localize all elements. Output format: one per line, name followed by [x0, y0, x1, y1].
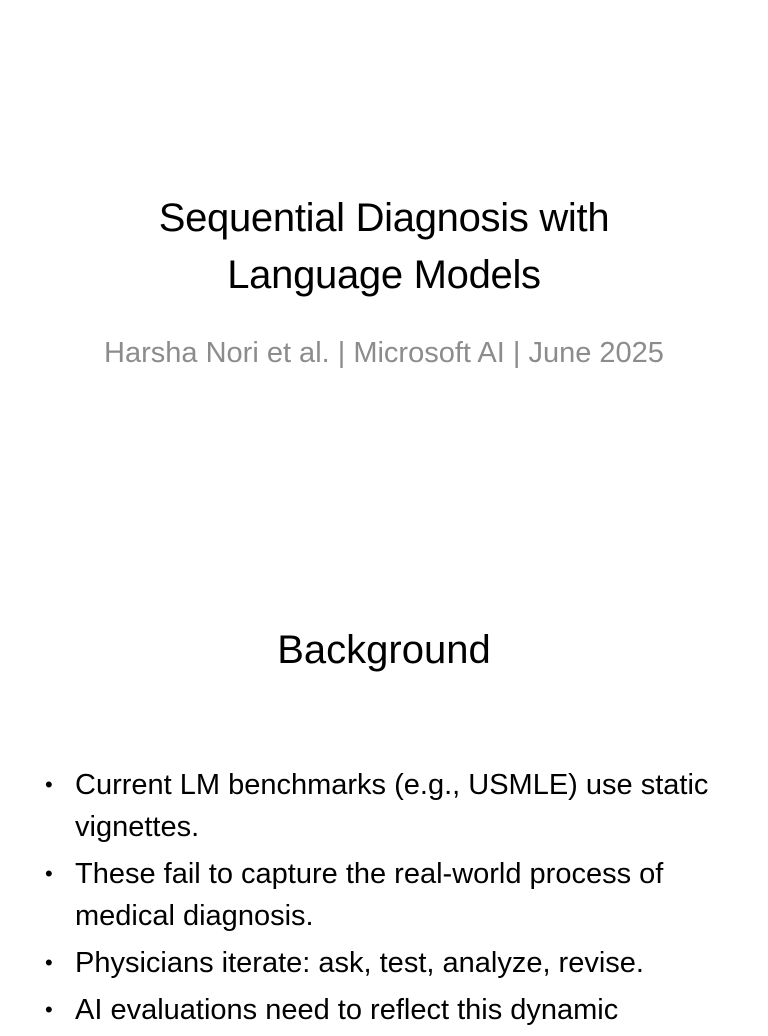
list-item: [45, 853, 735, 937]
slide-title-background: Background: [277, 628, 491, 672]
bullet-icon: •: [45, 772, 53, 797]
presentation-subtitle: Harsha Nori et al. | Microsoft AI | June 2025: [104, 337, 664, 369]
bullet-text: These fail to capture the real-world process of medical diagnosis.: [75, 858, 664, 932]
list-item: [45, 942, 735, 984]
bullet-text: Physicians iterate: ask, test, analyze, revise.: [75, 947, 644, 979]
bullet-icon: •: [45, 997, 53, 1022]
bullet-list: [45, 764, 735, 1036]
list-item: [45, 764, 735, 848]
list-item: [45, 989, 735, 1031]
bullet-icon: •: [45, 861, 53, 886]
presentation-title: Sequential Diagnosis with Language Models: [158, 196, 610, 297]
bullet-icon: •: [45, 950, 53, 975]
bullet-text: Current LM benchmarks (e.g., USMLE) use static vignettes.: [75, 769, 709, 843]
bullet-text: AI evaluations need to reflect this dynamic: [75, 994, 619, 1026]
